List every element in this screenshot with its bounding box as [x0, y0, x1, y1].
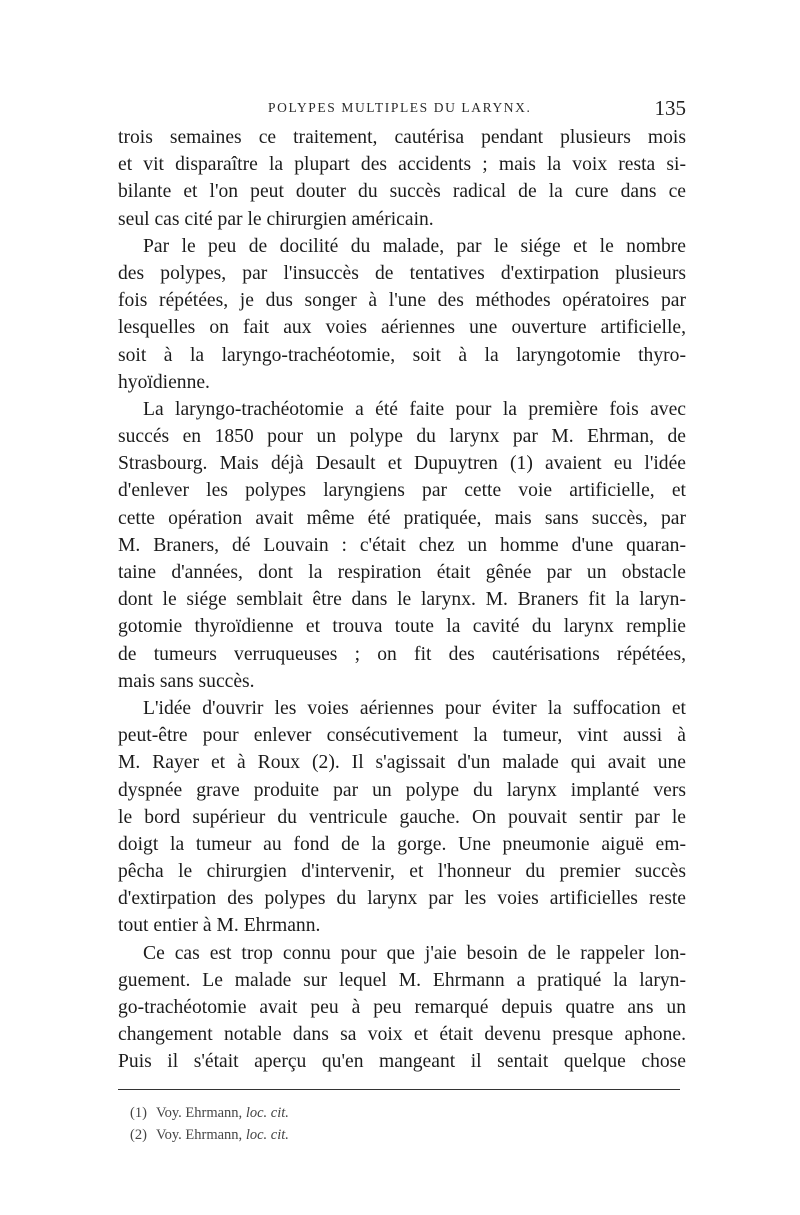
footnote-reference: loc. cit. [245, 1105, 289, 1121]
footnotes [130, 1102, 530, 1146]
text-line: dont le siége semblait être dans le larynx. M. Braners fit la laryn- [118, 589, 686, 611]
footnote-text: Voy. Ehrmann, [156, 1105, 246, 1121]
footnote-text: Voy. Ehrmann, [156, 1127, 246, 1143]
footnote-divider [118, 1089, 680, 1090]
text-line: La laryngo-trachéotomie a été faite pour la première fois avec [143, 398, 686, 420]
text-line: M. Rayer et à Roux (2). Il s'agissait d'un malade qui avait une [118, 752, 686, 774]
text-line: guement. Le malade sur lequel M. Ehrmann a pratiqué la laryn- [118, 969, 686, 991]
text-line: pêcha le chirurgien d'intervenir, et l'honneur du premier succès [118, 861, 686, 883]
text-line: Ce cas est trop connu pour que j'aie besoin de le rappeler lon- [143, 942, 686, 964]
page-number: 135 [654, 96, 686, 120]
text-line: le bord supérieur du ventricule gauche. On pouvait sentir par le [118, 806, 686, 828]
text-line: doigt la tumeur au fond de la gorge. Une pneumonie aiguë em- [118, 833, 686, 855]
text-line: d'enlever les polypes laryngiens par cette voie artificielle, et [118, 480, 686, 502]
text-line: cette opération avait même été pratiquée, mais sans succès, par [118, 507, 686, 529]
body-text [118, 124, 686, 1076]
footnote-marker: (1) [130, 1105, 147, 1121]
text-line: lesquelles on fait aux voies aériennes une ouverture artificielle, [118, 317, 686, 339]
text-line: go-trachéotomie avait peu à peu remarqué depuis quatre ans un [118, 997, 686, 1018]
footnote [130, 1102, 530, 1124]
text-line: d'extirpation des polypes du larynx par les voies artificielles reste [118, 888, 686, 910]
text-line: tout entier à M. Ehrmann. [118, 915, 321, 937]
text-line: taine d'années, dont la respiration était gênée par un obstacle [118, 562, 686, 583]
text-line: hyoïdienne. [118, 371, 210, 393]
text-line: Strasbourg. Mais déjà Desault et Dupuytren (1) avaient eu l'idée [118, 453, 686, 475]
text-line: mais sans succès. [118, 670, 255, 692]
text-line: M. Braners, dé Louvain : c'était chez un homme d'une quaran- [118, 534, 686, 556]
text-line: Par le peu de docilité du malade, par le siége et le nombre [143, 235, 686, 257]
text-line: des polypes, par l'insuccès de tentatives d'extirpation plusieurs [118, 262, 686, 284]
text-line: peut-être pour enlever consécutivement la tumeur, vint aussi à [118, 725, 686, 747]
footnote [130, 1124, 530, 1146]
footnote-marker: (2) [130, 1127, 147, 1143]
running-title: POLYPES MULTIPLES DU LARYNX. [268, 100, 532, 115]
text-line: soit à la laryngo-trachéotomie, soit à la laryngotomie thyro- [118, 344, 686, 366]
text-line: trois semaines ce traitement, cautérisa pendant plusieurs mois [118, 127, 686, 148]
text-line: seul cas cité par le chirurgien américain. [118, 208, 434, 230]
text-line: gotomie thyroïdienne et trouva toute la cavité du larynx remplie [118, 616, 686, 638]
text-line: et vit disparaître la plupart des accidents ; mais la voix resta si- [118, 154, 686, 176]
text-line: dyspnée grave produite par un polype du larynx implanté vers [118, 779, 686, 801]
running-head [118, 96, 686, 120]
text-line: L'idée d'ouvrir les voies aériennes pour éviter la suffocation et [143, 697, 686, 719]
footnote-reference: loc. cit. [245, 1127, 289, 1143]
text-line: changement notable dans sa voix et était devenu presque aphone. [118, 1024, 686, 1046]
text-line: de tumeurs verruqueuses ; on fit des cautérisations répétées, [118, 643, 686, 665]
text-line: bilante et l'on peut douter du succès radical de la cure dans ce [118, 181, 686, 203]
text-line: Puis il s'était aperçu qu'en mangeant il sentait quelque chose [118, 1051, 686, 1073]
text-line: fois répétées, je dus songer à l'une des méthodes opératoires par [118, 290, 686, 312]
text-line: succés en 1850 pour un polype du larynx par M. Ehrman, de [118, 426, 686, 448]
